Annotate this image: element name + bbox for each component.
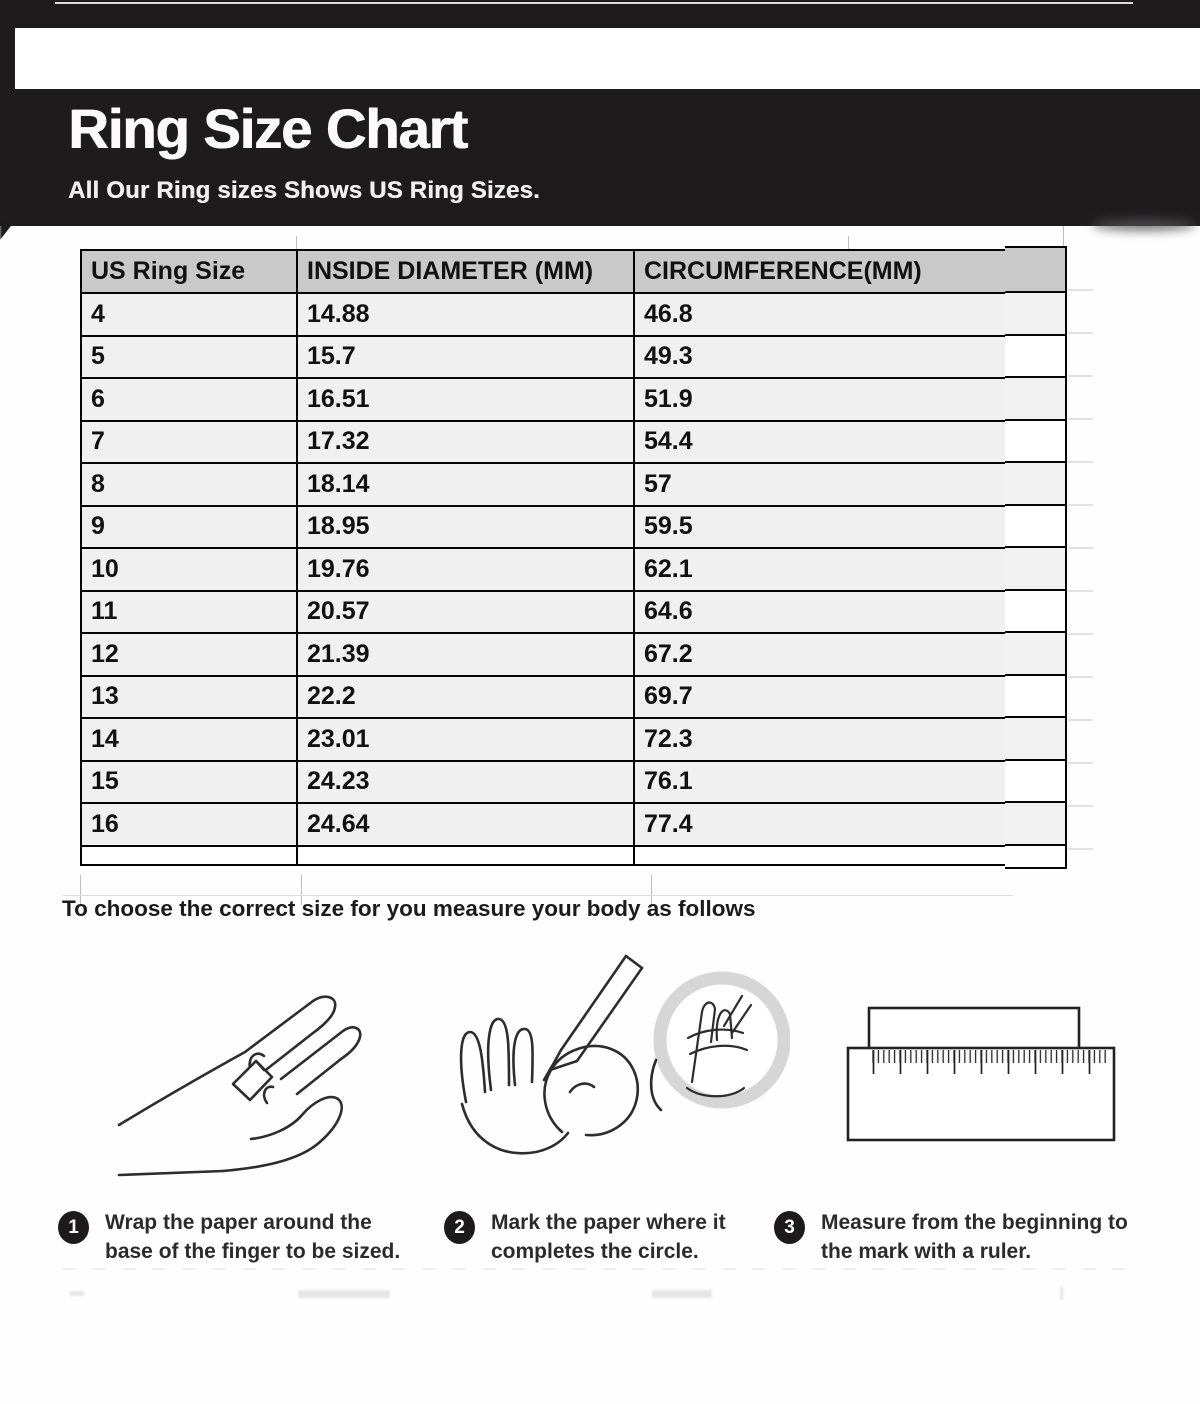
artifact-cell — [1005, 421, 1065, 464]
table-row — [81, 548, 1006, 591]
table-cell: 20.57 — [297, 591, 634, 634]
gridline-stub — [848, 236, 849, 250]
table-cell — [634, 846, 1006, 865]
page-title: Ring Size Chart — [68, 97, 467, 160]
artifact-cell — [1005, 718, 1065, 761]
table-cell: 19.76 — [297, 548, 634, 591]
table-row — [81, 506, 1006, 549]
table-header-row — [81, 250, 1006, 293]
table-cell: 14 — [81, 718, 297, 761]
table-row — [81, 336, 1006, 379]
table-cell: 49.3 — [634, 336, 1006, 379]
table-cell: 16 — [81, 803, 297, 846]
artifact-cell — [1005, 378, 1065, 421]
page-subtitle: All Our Ring sizes Shows US Ring Sizes. — [68, 177, 540, 204]
white-band — [15, 28, 1200, 89]
step-2 — [444, 1208, 779, 1267]
step-3-line2: the mark with a ruler. — [821, 1240, 1032, 1264]
step-2-text — [491, 1208, 726, 1267]
table-cell — [81, 846, 297, 865]
artifact-cell — [1005, 846, 1065, 869]
column-header-inside-diameter: INSIDE DIAMETER (MM) — [297, 250, 634, 293]
table-cell: 13 — [81, 676, 297, 719]
gridline-stub — [1063, 226, 1064, 248]
table-cell: 15 — [81, 761, 297, 804]
table-cell — [297, 846, 634, 865]
table-cell: 16.51 — [297, 378, 634, 421]
mark-paper-pencil-illustration — [440, 940, 790, 1195]
table-cell: 21.39 — [297, 633, 634, 676]
table-row — [81, 633, 1006, 676]
magnifier-detail-illustration — [660, 978, 784, 1102]
table-cell: 72.3 — [634, 718, 1006, 761]
step-1-text — [105, 1208, 400, 1267]
table-cell: 76.1 — [634, 761, 1006, 804]
step-1-badge: 1 — [58, 1211, 89, 1244]
table-cell: 54.4 — [634, 421, 1006, 464]
artifact-cell — [1005, 248, 1065, 293]
table-cell: 9 — [81, 506, 297, 549]
step-3-text — [821, 1208, 1128, 1267]
table-row — [81, 761, 1006, 804]
table-row — [81, 591, 1006, 634]
table-row — [81, 718, 1006, 761]
table-row — [81, 293, 1006, 336]
ring-size-table-body — [81, 293, 1006, 865]
table-cell: 51.9 — [634, 378, 1006, 421]
artifact-cell — [1005, 506, 1065, 549]
table-row — [81, 421, 1006, 464]
table-cell: 12 — [81, 633, 297, 676]
table-cell: 67.2 — [634, 633, 1006, 676]
artifact-cell — [1005, 591, 1065, 634]
table-cell: 22.2 — [297, 676, 634, 719]
spreadsheet-artifact-column — [1005, 246, 1067, 869]
step-2-line2: completes the circle. — [491, 1240, 699, 1264]
table-cell: 11 — [81, 591, 297, 634]
table-row — [81, 676, 1006, 719]
table-row — [81, 803, 1006, 846]
ring-size-table — [80, 249, 1007, 866]
scan-artifact-dotted-line — [62, 1268, 1142, 1270]
table-cell: 15.7 — [297, 336, 634, 379]
artifact-smudge — [298, 1290, 390, 1298]
step-3-badge: 3 — [774, 1211, 805, 1244]
table-cell: 14.88 — [297, 293, 634, 336]
step-3-line1: Measure from the beginning to — [821, 1211, 1128, 1234]
artifact-cell — [1005, 633, 1065, 676]
table-cell: 24.23 — [297, 761, 634, 804]
artifact-smudge — [652, 1290, 712, 1298]
top-black-bar — [0, 0, 1200, 28]
table-cell: 64.6 — [634, 591, 1006, 634]
table-cell: 69.7 — [634, 676, 1006, 719]
table-cell: 62.1 — [634, 548, 1006, 591]
spreadsheet-artifact-gridlines — [1068, 289, 1093, 857]
table-cell: 59.5 — [634, 506, 1006, 549]
hand-paper-wrap-illustration — [105, 955, 445, 1190]
table-empty-row — [81, 846, 1006, 865]
table-cell: 17.32 — [297, 421, 634, 464]
artifact-smudge — [70, 1291, 84, 1296]
table-cell: 8 — [81, 463, 297, 506]
banner-ragged-edge-left — [0, 222, 14, 240]
step-1-line1: Wrap the paper around the — [105, 1211, 372, 1234]
table-cell: 46.8 — [634, 293, 1006, 336]
artifact-cell — [1005, 676, 1065, 719]
artifact-cell — [1005, 336, 1065, 379]
column-header-circumference: CIRCUMFERENCE(MM) — [634, 250, 1006, 293]
table-cell: 23.01 — [297, 718, 634, 761]
artifact-cell — [1005, 548, 1065, 591]
artifact-cell — [1005, 293, 1065, 336]
table-cell: 77.4 — [634, 803, 1006, 846]
table-row — [81, 378, 1006, 421]
measure-instruction-heading: To choose the correct size for you measure your body as follows — [62, 896, 756, 921]
table-cell: 10 — [81, 548, 297, 591]
artifact-cell — [1005, 803, 1065, 846]
left-black-edge — [0, 0, 15, 90]
gridline-stub — [296, 236, 297, 250]
table-cell: 6 — [81, 378, 297, 421]
step-2-badge: 2 — [444, 1211, 475, 1244]
step-3 — [774, 1208, 1174, 1267]
table-cell: 57 — [634, 463, 1006, 506]
table-cell: 7 — [81, 421, 297, 464]
step-1-line2: base of the finger to be sized. — [105, 1240, 401, 1264]
step-1 — [58, 1208, 443, 1267]
table-cell: 24.64 — [297, 803, 634, 846]
scan-artifact-line — [55, 2, 1133, 4]
artifact-cell — [1005, 761, 1065, 804]
table-cell: 5 — [81, 336, 297, 379]
artifact-smudge — [1060, 1287, 1063, 1300]
banner-ragged-edge-right — [1092, 219, 1196, 231]
ruler-measure-illustration — [845, 1002, 1120, 1147]
table-row — [81, 463, 1006, 506]
artifact-cell — [1005, 463, 1065, 506]
column-header-us-ring-size: US Ring Size — [81, 250, 297, 293]
table-cell: 18.95 — [297, 506, 634, 549]
table-cell: 18.14 — [297, 463, 634, 506]
step-2-line1: Mark the paper where it — [491, 1211, 726, 1234]
table-cell: 4 — [81, 293, 297, 336]
